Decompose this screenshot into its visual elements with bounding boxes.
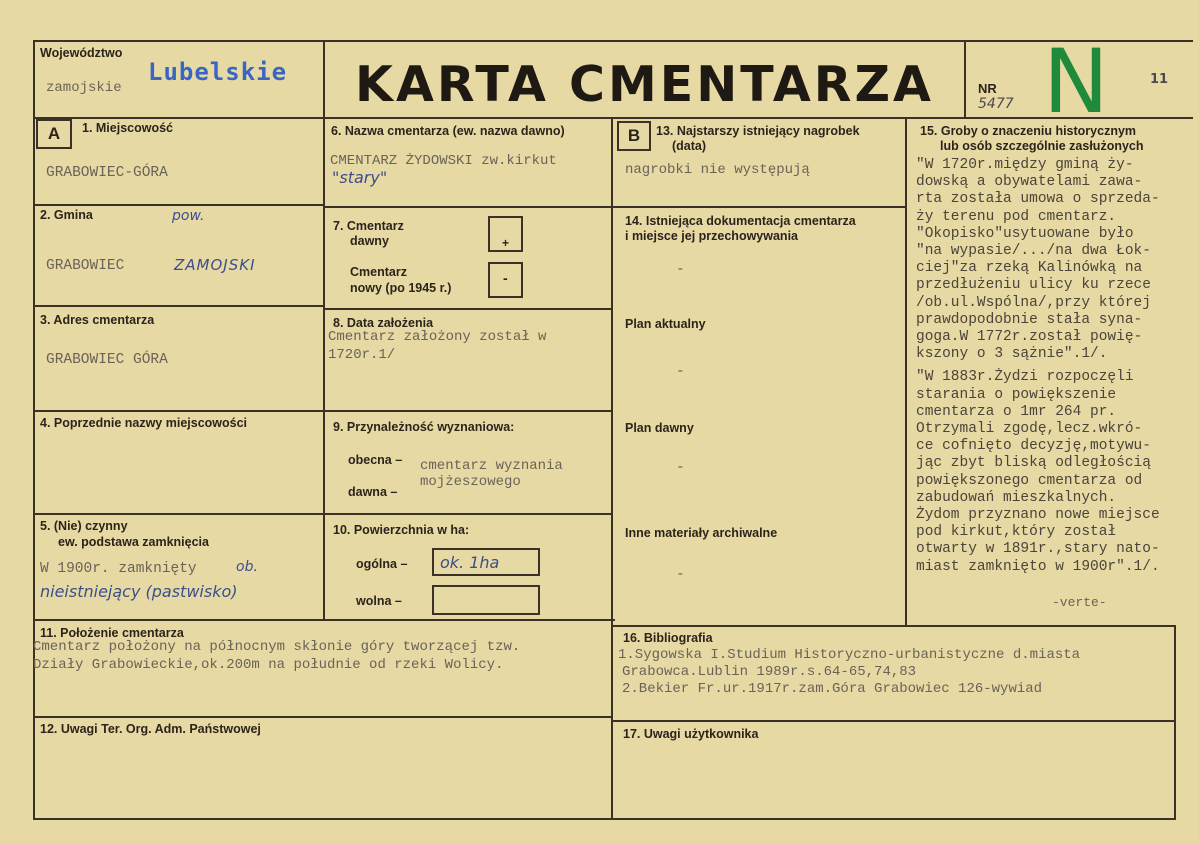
nr-label: NR: [978, 81, 997, 96]
f15-line: starania o powiększenie: [916, 386, 1117, 403]
f9-value-1: cmentarz wyznania: [420, 458, 563, 474]
row-2-bottom: [33, 305, 323, 307]
row-8-bottom: [323, 410, 611, 412]
row-3-bottom: [33, 410, 323, 412]
f13-label-2: (data): [672, 139, 707, 153]
f7-dawny-box: [488, 216, 523, 252]
f2-label: 2. Gmina: [40, 208, 93, 222]
f4-label: 4. Poprzednie nazwy miejscowości: [40, 416, 248, 430]
border-right-lower: [1174, 625, 1176, 820]
f5-label-1: 5. (Nie) czynny: [40, 519, 128, 533]
plan-aktualny-value: -: [676, 364, 685, 380]
f7-nowy-box: [488, 262, 523, 298]
f15-line: "W 1720r.między gminą ży-: [916, 157, 1134, 173]
f16-value-1: 1.Sygowska I.Studium Historyczno-urbanistyczne d.miasta: [618, 647, 1081, 663]
f11-label: 11. Położenie cmentarza: [40, 626, 184, 640]
plan-aktualny-label: Plan aktualny: [625, 317, 706, 331]
f10-ogolna: ogólna –: [356, 557, 408, 571]
f15-line: powiększonego cmentarza od: [916, 472, 1143, 489]
f15-label-2: lub osób szczególnie zasłużonych: [940, 139, 1144, 153]
f15-line: goga.W 1772r.został powię-: [916, 329, 1143, 346]
col-15-left: [905, 117, 907, 627]
f16-value-3: 2.Bekier Fr.ur.1917r.zam.Góra Grabowiec 126-wywiad: [622, 681, 1043, 697]
f15-line: prawdopodobnie stała syna-: [916, 311, 1143, 328]
f8-label: 8. Data założenia: [333, 316, 434, 330]
f7-nowy-mark: -: [503, 270, 508, 286]
f11-value-2: Działy Grabowieckie,ok.200m na południe od rzeki Wolicy.: [33, 657, 504, 673]
row-4-bottom: [33, 513, 323, 515]
f3-label: 3. Adres cmentarza: [40, 313, 155, 327]
f15-line: otwarty w 1891r.,stary nato-: [916, 541, 1160, 558]
f14-label-2: i miejsce jej przechowywania: [625, 229, 798, 243]
f15-line: rta została umowa o sprzeda-: [916, 191, 1160, 208]
f13-value: nagrobki nie występują: [625, 162, 810, 178]
col-a-right: [323, 117, 325, 620]
f5-hand-2: nieistniejący (pastwisko): [40, 582, 238, 601]
f11-value-1: Cmentarz położony na północnym skłonie góry tworzącej tzw.: [33, 639, 521, 655]
row-13-bottom: [611, 206, 905, 208]
section-b-box: B: [617, 121, 651, 151]
f15-line: ciej"za rzeką Kalinówką na: [916, 260, 1143, 277]
f9-obecna: obecna –: [348, 453, 403, 467]
f9-label: 9. Przynależność wyznaniowa:: [333, 420, 515, 434]
f15-line: /ob.ul.Wspólna/,przy której: [916, 294, 1151, 311]
f15-line: dowską a obywatelami zawa-: [916, 174, 1143, 191]
f9-value-2: mojżeszowego: [420, 474, 521, 490]
f15-line: zabudowań mieszkalnych.: [916, 489, 1117, 506]
f15-verte: -verte-: [1052, 595, 1107, 610]
f7-label-3: Cmentarz: [350, 265, 407, 279]
wojewodztwo-stamp: Lubelskie: [148, 58, 288, 86]
f15-line: cmentarza o 1mr 264 pr.: [916, 403, 1117, 420]
border-left: [33, 40, 35, 820]
plan-dawny-label: Plan dawny: [625, 421, 694, 435]
row-16-top: [611, 625, 1176, 627]
section-a-box: A: [36, 119, 72, 149]
row-11-top: [33, 619, 615, 621]
f15-line: ce cofnięto decyzję,motywu-: [916, 438, 1151, 455]
f15-line: miast zamknięto w 1900r".1/.: [916, 558, 1160, 575]
f15-line: "Okopisko"usytuowane było: [916, 225, 1134, 242]
nr-value: 5477: [978, 96, 1014, 112]
f1-label: 1. Miejscowość: [82, 121, 174, 135]
f15-line: pod kirkut,który został: [916, 524, 1117, 541]
header-divider-2: [964, 40, 966, 118]
f10-ogolna-value: ok. 1ha: [440, 553, 500, 572]
f15-line: jąc zbyt bliską odległością: [916, 455, 1151, 472]
f8-value-2: 1720r.1/: [328, 347, 396, 363]
border-top: [33, 40, 1193, 42]
f7-label-2: dawny: [350, 234, 389, 248]
row-6-bottom: [323, 206, 611, 208]
wojewodztwo-label: Województwo: [40, 46, 123, 60]
f7-dawny-mark: +: [502, 236, 510, 250]
page-title: KARTA CMENTARZA: [355, 56, 934, 113]
f15-line: Żydom przyznano nowe miejsce: [916, 507, 1160, 524]
inne-label: Inne materiały archiwalne: [625, 526, 778, 540]
f6-label: 6. Nazwa cmentarza (ew. nazwa dawno): [331, 124, 565, 138]
f14-value: -: [676, 262, 685, 278]
f7-label-1: 7. Cmentarz: [333, 219, 404, 233]
f15-text-block: [916, 157, 1198, 576]
f15-line: kszony o 3 sążnie".1/.: [916, 346, 1108, 363]
f9-dawna: dawna –: [348, 485, 398, 499]
f15-line: Otrzymali zgodę,lecz.wkró-: [916, 421, 1143, 438]
row-7-bottom: [323, 308, 611, 310]
header-divider-1: [323, 40, 325, 118]
f15-label-1: 15. Groby o znaczeniu historycznym: [920, 124, 1137, 138]
f13-label-1: 13. Najstarszy istniejący nagrobek: [656, 124, 860, 138]
f3-value: GRABOWIEC GÓRA: [46, 352, 168, 368]
f12-label: 12. Uwagi Ter. Org. Adm. Państwowej: [40, 722, 261, 736]
col-b-right: [611, 117, 613, 820]
border-bottom: [33, 818, 1176, 820]
row-1-bottom: [33, 204, 323, 206]
f7-label-4: nowy (po 1945 r.): [350, 281, 452, 295]
nr-letter-stamp: N: [1043, 30, 1109, 133]
row-12-top: [33, 716, 613, 718]
f15-line: przedłużeniu ulicy ku rzece: [916, 277, 1151, 294]
f6-value: CMENTARZ ŻYDOWSKI zw.kirkut: [330, 153, 557, 169]
wojewodztwo-typed: zamojskie: [46, 80, 122, 96]
row-17-top: [611, 720, 1176, 722]
f10-label: 10. Powierzchnia w ha:: [333, 523, 470, 537]
f6-hand: "stary": [332, 168, 388, 187]
f10-ogolna-box: [432, 548, 540, 576]
f16-label: 16. Bibliografia: [623, 631, 713, 645]
f17-label: 17. Uwagi użytkownika: [623, 727, 759, 741]
header-bottom-line: [33, 117, 1193, 119]
row-9-bottom: [323, 513, 611, 515]
f16-value-2: Grabowca.Lublin 1989r.s.64-65,74,83: [622, 664, 917, 680]
inne-value: -: [676, 567, 685, 583]
f2-hand-pow: pow.: [172, 208, 205, 224]
f10-wolna: wolna –: [356, 594, 402, 608]
f8-value-1: Cmentarz założony został w: [328, 329, 547, 345]
f1-value: GRABOWIEC-GÓRA: [46, 165, 168, 181]
f2-hand-value: ZAMOJSKI: [174, 256, 256, 274]
f5-label-2: ew. podstawa zamknięcia: [58, 535, 209, 549]
f2-value: GRABOWIEC: [46, 258, 125, 274]
f15-line: "na wypasie/.../na dwa Łok-: [916, 243, 1151, 260]
plan-dawny-value: -: [676, 460, 685, 476]
f14-label-1: 14. Istniejąca dokumentacja cmentarza: [625, 214, 856, 228]
f5-value: W 1900r. zamknięty: [40, 561, 197, 577]
f10-wolna-box: [432, 585, 540, 615]
f15-line: ży terenu pod cmentarz.: [916, 208, 1117, 225]
f15-line: "W 1883r.Żydzi rozpoczęli: [916, 369, 1134, 386]
f5-hand-1: ob.: [236, 559, 258, 575]
nr-suffix: 11: [1150, 72, 1169, 87]
